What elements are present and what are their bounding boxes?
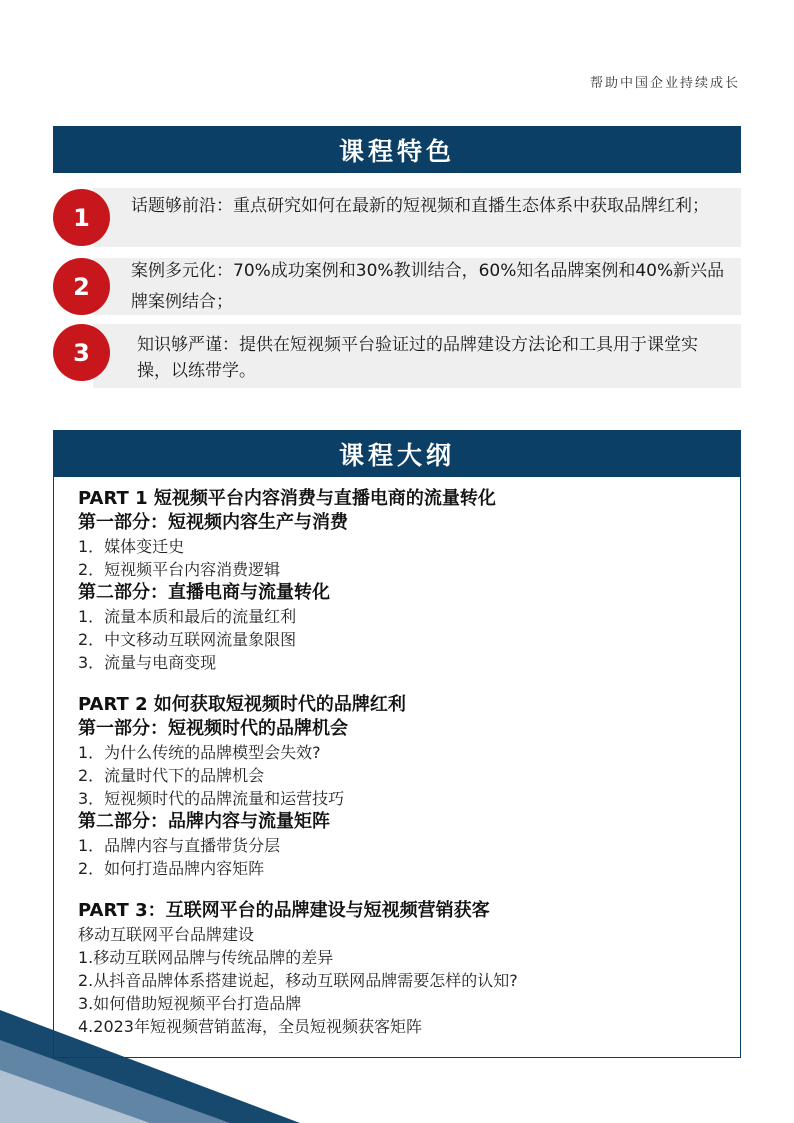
feature-number-badge: 3 [53,324,110,381]
feature-text: 话题够前沿：重点研究如何在最新的短视频和直播生态体系中获取品牌红利； [131,196,709,216]
outline-item: 2.从抖音品牌体系搭建说起，移动互联网品牌需要怎样的认知? [78,971,518,990]
outline-item: 1.移动互联网品牌与传统品牌的差异 [78,948,334,967]
tagline: 帮助中国企业持续成长 [589,76,740,91]
outline-item: 2．如何打造品牌内容矩阵 [78,859,265,878]
feature-number-badge: 1 [53,189,110,246]
outline-item: 2．流量时代下的品牌机会 [78,766,265,785]
section-title: 第二部分：直播电商与流量转化 [78,582,330,603]
outline-item: 3.如何借助短视频平台打造品牌 [78,994,302,1013]
course-outline-header: 课程大纲 [53,430,741,477]
outline-content [78,486,728,1038]
outline-item: 1．为什么传统的品牌模型会失效? [78,743,321,762]
outline-item: 4.2023年短视频营销蓝海，全员短视频获客矩阵 [78,1017,422,1036]
course-features-header: 课程特色 [53,126,741,173]
part-title: PART 3：互联网平台的品牌建设与短视频营销获客 [78,900,490,921]
feature-text: 知识够严谨：提供在短视频平台验证过的品牌建设方法论和工具用于课堂实操，以练带学。 [137,335,698,381]
section-title: 第一部分：短视频内容生产与消费 [78,512,348,533]
part-title: PART 2 如何获取短视频时代的品牌红利 [78,694,406,715]
outline-item: 3．短视频时代的品牌流量和运营技巧 [78,789,345,808]
feature-number-badge: 2 [53,258,110,315]
outline-item: 1．品牌内容与直播带货分层 [78,836,281,855]
part-title: PART 1 短视频平台内容消费与直播电商的流量转化 [78,488,496,509]
feature-item [53,188,741,247]
section-title: 第二部分：品牌内容与流量矩阵 [78,811,330,832]
feature-text: 案例多元化：70%成功案例和30%教训结合，60%知名品牌案例和40%新兴品牌案例结合； [131,261,725,312]
section-subtitle: 移动互联网平台品牌建设 [78,925,255,944]
outline-item: 3．流量与电商变现 [78,653,217,672]
outline-item: 2．短视频平台内容消费逻辑 [78,560,281,579]
outline-item: 1．媒体变迁史 [78,537,185,556]
feature-item [53,258,741,315]
section-title: 第一部分：短视频时代的品牌机会 [78,718,348,739]
outline-item: 1．流量本质和最后的流量红利 [78,607,297,626]
outline-item: 2．中文移动互联网流量象限图 [78,630,297,649]
feature-item [53,324,741,388]
